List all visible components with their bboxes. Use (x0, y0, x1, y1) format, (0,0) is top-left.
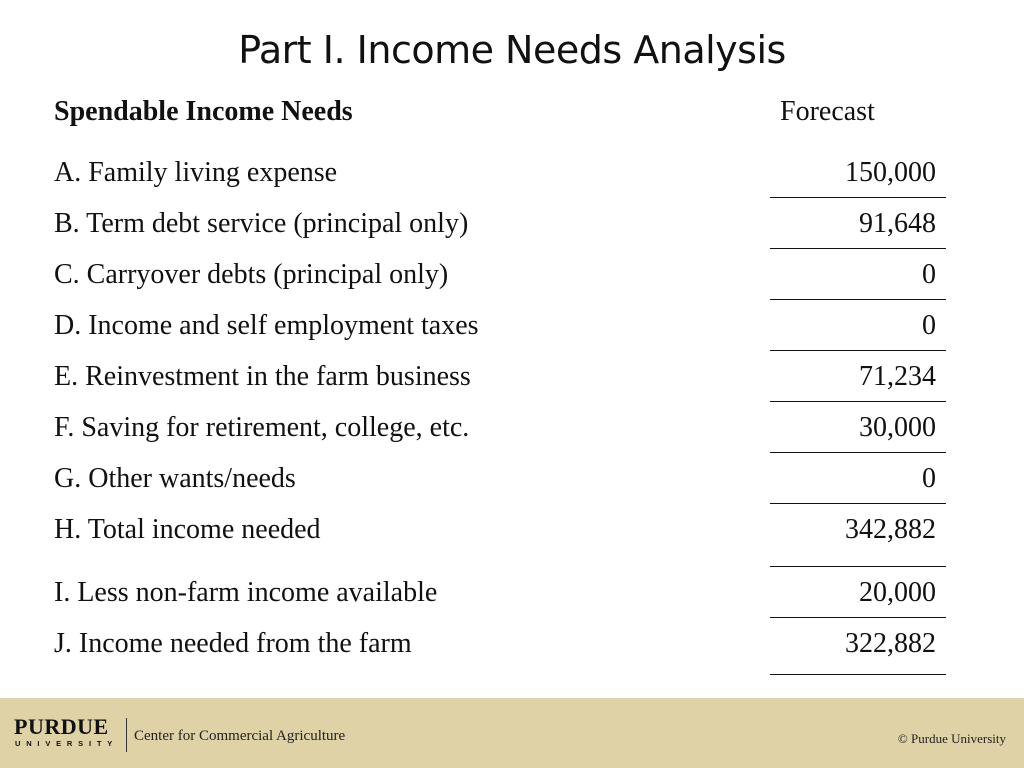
footer-band (0, 698, 1024, 768)
value-underline (770, 248, 946, 249)
row-value: 150,000 (845, 157, 936, 188)
column-header-needs: Spendable Income Needs (54, 96, 353, 127)
table-row (0, 461, 1024, 512)
table-row (0, 410, 1024, 461)
value-underline (770, 617, 946, 618)
value-underline (770, 503, 946, 504)
row-label: G. Other wants/needs (54, 463, 296, 494)
table-row (0, 626, 1024, 677)
table-row (0, 206, 1024, 257)
value-underline (770, 674, 946, 675)
row-value: 71,234 (859, 361, 936, 392)
value-underline (770, 566, 946, 567)
footer-divider (126, 718, 127, 752)
value-underline (770, 299, 946, 300)
copyright-notice: © Purdue University (897, 731, 1006, 746)
purdue-logo (14, 714, 120, 754)
row-value: 322,882 (845, 628, 936, 659)
row-value: 342,882 (845, 514, 936, 545)
row-value: 0 (922, 310, 936, 341)
row-value: 91,648 (859, 208, 936, 239)
center-name: Center for Commercial Agriculture (134, 728, 346, 744)
table-row (0, 257, 1024, 308)
row-value: 0 (922, 463, 936, 494)
row-label: A. Family living expense (54, 157, 338, 188)
table-row (0, 155, 1024, 206)
row-value: 20,000 (859, 577, 936, 608)
logo-wordmark: PURDUE (14, 714, 109, 739)
row-value: 0 (922, 259, 936, 290)
value-underline (770, 350, 946, 351)
row-label: J. Income needed from the farm (54, 628, 412, 659)
value-underline (770, 401, 946, 402)
table-row (0, 308, 1024, 359)
row-label: F. Saving for retirement, college, etc. (54, 412, 470, 443)
value-underline (770, 452, 946, 453)
table-row (0, 512, 1024, 563)
value-underline (770, 197, 946, 198)
table-row (0, 575, 1024, 626)
table-row (0, 359, 1024, 410)
row-label: B. Term debt service (principal only) (54, 208, 469, 239)
row-value: 30,000 (859, 412, 936, 443)
row-label: E. Reinvestment in the farm business (54, 361, 471, 392)
row-label: C. Carryover debts (principal only) (54, 259, 449, 290)
row-label: I. Less non-farm income available (54, 577, 438, 608)
slide-title: Part I. Income Needs Analysis (238, 28, 786, 72)
column-header-forecast: Forecast (780, 96, 875, 127)
logo-subtitle: UNIVERSITY (15, 739, 119, 748)
row-label: H. Total income needed (54, 514, 321, 545)
row-label: D. Income and self employment taxes (54, 310, 479, 341)
